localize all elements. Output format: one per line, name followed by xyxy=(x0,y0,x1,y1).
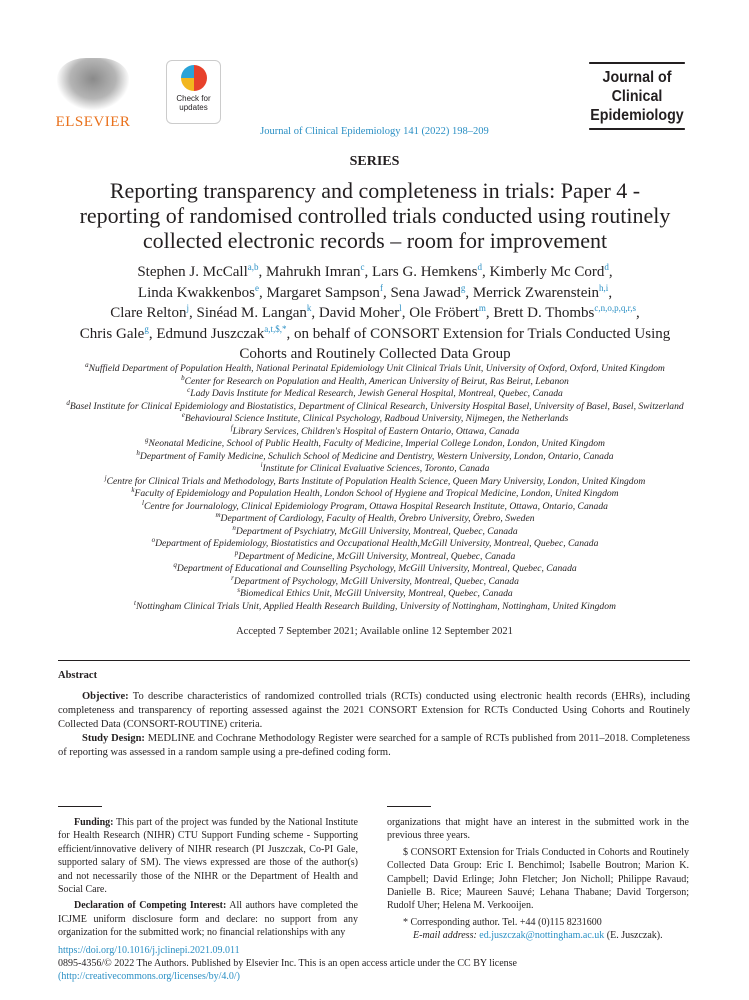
affiliation xyxy=(40,513,710,526)
affiliation-mark: q xyxy=(173,561,177,569)
license-link[interactable]: (http://creativecommons.org/licenses/by/4.0/) xyxy=(58,971,240,982)
affiliation xyxy=(40,388,710,401)
author: Sena Jawad xyxy=(390,284,461,301)
text: To describe characteristics of randomized controlled trials (RCTs) conducted using electronic health records (EHRs), including completeness and transparency of reporting assessed against the 2021 CONSORT Extension for RCTs Conducted Using Cohorts and Routinely Collected Data (CONSORT-ROUTINE) criteria. xyxy=(58,691,690,730)
journal-logo-line: Clinical xyxy=(611,88,663,105)
abstract xyxy=(58,669,690,760)
affiliation xyxy=(40,563,710,576)
author: Kimberly Mc Cord xyxy=(489,264,605,280)
author: Brett D. Thombs xyxy=(493,305,595,321)
affiliation-text: Department of Family Medicine, Schulich School of Medicine and Dentistry, Western University, London, Ontario, Canada xyxy=(139,450,614,462)
footnote-rule xyxy=(387,806,431,807)
affiliation xyxy=(40,498,710,514)
author: Mahrukh Imran xyxy=(265,264,361,280)
check-updates-icon xyxy=(181,65,207,91)
author-affiliation-marks[interactable]: d xyxy=(477,262,482,272)
affiliation-text: Department of Psychology, McGill University, Montreal, Quebec, Canada xyxy=(233,575,519,587)
competing-interest-note xyxy=(58,899,358,939)
affiliation xyxy=(40,373,710,389)
author-affiliation-marks[interactable]: e xyxy=(254,282,259,293)
affiliation-text: Department of Psychiatry, McGill University, Montreal, Quebec, Canada xyxy=(235,525,518,537)
affiliation xyxy=(40,438,710,451)
author: Stephen J. McCall xyxy=(137,264,248,280)
affiliation-mark: r xyxy=(231,573,234,582)
abstract-design xyxy=(58,732,690,760)
affiliation-mark: o xyxy=(151,536,156,544)
page-footer xyxy=(58,944,517,983)
affiliation-mark: t xyxy=(134,598,136,607)
footnotes-left xyxy=(58,816,358,943)
affiliation-text: Department of Educational and Counselling Psychology, McGill University, Montreal, Quebec, Canada xyxy=(176,563,577,574)
group-note xyxy=(387,846,689,913)
label: Objective: xyxy=(82,691,129,702)
affiliation-text: Center for Research on Population and Health, American University of Beirut, Ras Beirut, Lebanon xyxy=(184,375,569,387)
author: David Moher xyxy=(318,305,400,321)
author-affiliation-marks[interactable]: c xyxy=(360,262,365,272)
author-affiliation-marks[interactable]: g xyxy=(460,282,466,293)
affiliation-mark: m xyxy=(215,511,221,519)
author: Lars G. Hemkens xyxy=(372,264,478,280)
affiliation-mark: b xyxy=(181,373,185,382)
check-for-updates-button[interactable] xyxy=(166,60,221,124)
affiliation-text: Department of Cardiology, Faculty of Health, Örebro University, Örebro, Sweden xyxy=(220,513,535,524)
affiliation-text: Library Services, Children's Hospital of Eastern Ontario, Ottawa, Canada xyxy=(232,425,520,437)
author: Linda Kwakkenbos xyxy=(137,284,255,301)
affiliation xyxy=(40,538,710,551)
license-text: 0895-4356/© 2022 The Authors. Published by Elsevier Inc. This is an open access article under the CC BY license xyxy=(58,958,517,969)
abstract-heading: Abstract xyxy=(58,670,98,681)
author: Chris Gale xyxy=(79,325,145,342)
corresponding-note xyxy=(387,916,689,929)
affiliation-text: Lady Davis Institute for Medical Research, Jewish General Hospital, Montreal, Quebec, Canada xyxy=(190,388,563,399)
text: Corresponding author. Tel. +44 (0)115 8231600 xyxy=(408,916,602,928)
affiliation-text: Basel Institute for Clinical Epidemiology and Biostatistics, Department of Clinical Research, University Hospital Basel, University of Basel, Basel, Switzerland xyxy=(69,400,684,412)
elsevier-tree-icon xyxy=(57,58,129,110)
affiliations xyxy=(40,363,710,613)
author: Clare Relton xyxy=(110,305,187,321)
affiliation-mark: n xyxy=(232,523,236,532)
journal-logo-line: Epidemiology xyxy=(590,107,684,124)
footnote-rule xyxy=(58,806,102,807)
affiliation xyxy=(40,523,710,539)
affiliation-text: Centre for Clinical Trials and Methodology, Barts Institute of Population Health Science, Queen Mary University, London, United Kingdom xyxy=(106,475,646,487)
affiliation-mark: p xyxy=(234,548,239,557)
affiliation-mark: c xyxy=(187,386,191,394)
affiliation-text: Faculty of Epidemiology and Population Health, London School of Hygiene and Tropical Medicine, London, United Kingdom xyxy=(134,488,619,499)
affiliation-mark: f xyxy=(230,423,233,432)
affiliation-text: Department of Medicine, McGill University, Montreal, Quebec, Canada xyxy=(238,550,516,562)
author-affiliation-marks[interactable]: m xyxy=(478,303,486,313)
affiliation xyxy=(40,598,710,614)
text: This part of the project was funded by the National Institute for Health Research (NIHR) CTU Support Funding scheme - Supporting efficient/innovative delivery of NIHR research (PI Juszczak, Co-PI Gale, supported salary of SM). The views expressed are those of the author(s) and not necessarily those of the NIHR or the Department of Health and Social Care. xyxy=(58,817,358,896)
affiliation-mark: i xyxy=(260,461,263,469)
publisher-name: ELSEVIER xyxy=(55,114,131,130)
journal-logo-line: Journal of xyxy=(602,69,672,86)
label: E-mail address: xyxy=(413,930,477,942)
affiliation-mark: g xyxy=(145,436,149,444)
text: MEDLINE and Cochrane Methodology Register were searched for a sample of RCTs published from 2011–2018. Completeness of reporting was assessed in a random sample using a pre-defined coding form. xyxy=(58,733,690,758)
affiliation-text: Centre for Journalology, Clinical Epidemiology Program, Ottawa Hospital Research Institute, Ottawa, Ontario, Canada xyxy=(144,500,608,512)
affiliation-mark: d xyxy=(66,398,70,407)
author: Sinéad M. Langan xyxy=(196,305,307,321)
funding-note xyxy=(58,816,358,896)
affiliation-text: Nottingham Clinical Trials Unit, Applied Health Research Building, University of Nottingham, Nottingham, United Kingdom xyxy=(136,600,616,612)
journal-citation[interactable]: Journal of Clinical Epidemiology 141 (2022) 198–209 xyxy=(260,126,489,137)
affiliation-text: Department of Epidemiology, Biostatistics and Occupational Health,McGill University, Montreal, Quebec, Canada xyxy=(155,538,599,549)
author-affiliation-marks[interactable]: j xyxy=(186,303,189,313)
affiliation xyxy=(40,448,710,464)
label: Declaration of Competing Interest: xyxy=(74,900,227,912)
article-title: Reporting transparency and completeness in trials: Paper 4 - reporting of randomised controlled trials conducted using routinely collected electronic records – room for improvement xyxy=(79,178,671,253)
affiliation-mark: k xyxy=(131,486,135,494)
author-affiliation-marks[interactable]: a,t,$,* xyxy=(264,323,287,334)
affiliation-mark: e xyxy=(181,411,185,419)
affiliation-mark: a xyxy=(85,361,89,369)
author-affiliation-marks[interactable]: a,b xyxy=(247,262,259,272)
author-affiliation-marks[interactable]: k xyxy=(306,303,312,313)
label: Funding: xyxy=(74,817,114,828)
affiliation xyxy=(40,473,710,489)
author: Ole Fröbert xyxy=(409,305,479,321)
affiliation xyxy=(40,413,710,426)
author: Margaret Sampson xyxy=(266,284,380,301)
affiliation xyxy=(40,573,710,589)
doi-link[interactable]: https://doi.org/10.1016/j.jclinepi.2021.09.011 xyxy=(58,945,240,956)
divider xyxy=(58,660,690,661)
abstract-objective xyxy=(58,690,690,732)
affiliation xyxy=(40,463,710,476)
email-note xyxy=(387,929,689,942)
author-affiliation-marks[interactable]: l xyxy=(399,303,402,313)
affiliation-text: Neonatal Medicine, School of Public Health, Faculty of Medicine, Imperial College London, London, United Kingdom xyxy=(148,438,605,449)
competing-interest-continued: organizations that might have an interest in the submitted work in the previous three years. xyxy=(387,817,689,842)
affiliation-text: Institute for Clinical Evaluative Sciences, Toronto, Canada xyxy=(262,463,490,474)
affiliation-mark: l xyxy=(142,498,144,507)
affiliation xyxy=(40,423,710,439)
accepted-dates: Accepted 7 September 2021; Available online 12 September 2021 xyxy=(236,626,513,637)
affiliation-mark: j xyxy=(104,473,107,482)
affiliation xyxy=(40,363,710,376)
affiliation-text: Nuffield Department of Population Health, National Perinatal Epidemiology Unit Clinical Trials Unit, University of Oxford, Oxford, United Kingdom xyxy=(88,363,665,374)
text: All authors have completed the ICJME uniform disclosure form and declare: no support from any organization for the submitted work; no financial relationships with any xyxy=(58,900,358,939)
check-updates-label: updates xyxy=(179,103,208,112)
author-group: , on behalf of CONSORT Extension for Trials Conducted Using Cohorts and Routinely Collected Data Group xyxy=(239,325,671,362)
author: Edmund Juszczak xyxy=(156,325,265,342)
mark: $ xyxy=(403,846,408,858)
affiliation-mark: s xyxy=(237,586,240,594)
affiliation xyxy=(40,398,710,414)
affiliation-text: Biomedical Ethics Unit, McGill University, Montreal, Quebec, Canada xyxy=(239,588,513,599)
footnotes-right xyxy=(387,816,689,946)
text: (E. Juszczak). xyxy=(604,930,663,942)
label: Study Design: xyxy=(82,733,145,744)
affiliation-text: Behavioural Science Institute, Clinical Psychology, Radboud University, Nijmegen, the Netherlands xyxy=(184,413,569,424)
journal-logo xyxy=(589,62,685,130)
author-list: Stephen J. McCall$^{a,b}$, Mahrukh Imran$^c$, Lars G. Hemkens$^d$, Kimberly Mc Cord$^d$, Linda Kwakkenbos$^e$, Margaret Sampson$^f$, Sena Jawad$^g$, Merrick Zwarenstein$^{h,i}$, Clare Relton$^j$, Sinéad M. Langan$^k$, David Moher$^l$, Ole Fröbert$^m$, Brett D. Thombs$^{c,n,o,p,q,r,s}$, Chris Gale$^g$, Edmund Juszczak$^{a,t,\$,*}$, on behalf of CONSORT Extension for Trials Conducted Using Cohorts and Routinely Collected Data Group xyxy=(79,262,671,362)
author-affiliation-marks[interactable]: d xyxy=(604,262,609,272)
section-label: SERIES xyxy=(349,154,400,169)
author-affiliation-marks[interactable]: h,i xyxy=(599,282,609,293)
mark: * xyxy=(403,916,408,928)
check-updates-label: Check for xyxy=(176,94,211,103)
affiliation xyxy=(40,488,710,501)
affiliation xyxy=(40,588,710,601)
email-link[interactable]: ed.juszczak@nottingham.ac.uk xyxy=(479,930,605,942)
author-affiliation-marks[interactable]: g xyxy=(144,323,149,334)
author-affiliation-marks[interactable]: c,n,o,p,q,r,s xyxy=(594,303,637,313)
affiliation-mark: h xyxy=(136,448,140,457)
affiliation xyxy=(40,548,710,564)
author: Merrick Zwarenstein xyxy=(472,284,600,301)
author-affiliation-marks[interactable]: f xyxy=(379,282,383,293)
text: CONSORT Extension for Trials Conducted in Cohorts and Routinely Collected Data Group: Eric I. Benchimol; Isabelle Boutron; Marion K. Campbell; David Erlinge; John Fletcher; Jon Nicholl; Philippe Ravaud; Danielle B. Rice; Maureen Sauvé; Lehana Thabane; David Torgerson; Rudolf Uher; Helena M. Verkooijen. xyxy=(387,846,689,912)
